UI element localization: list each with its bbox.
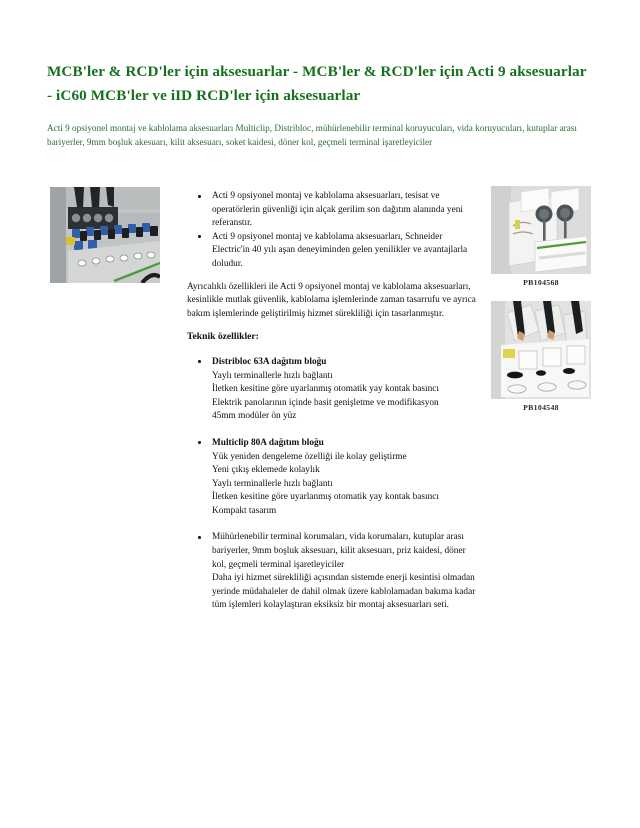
main-content-column <box>187 190 477 613</box>
intro-bullet-list <box>187 190 477 272</box>
figure-caption: PB104568 <box>523 278 559 287</box>
spec-line: Yaylı terminallerle hızlı bağlantı <box>212 478 333 489</box>
spacer <box>187 272 477 281</box>
acti9-accessory-photo-1 <box>491 186 591 274</box>
spec-line: Yük yeniden dengeleme özelliği ile kolay geliştirme <box>212 451 407 462</box>
list-item <box>187 437 477 519</box>
spec-line: Mühürlenebilir terminal korumaları, vida korumaları, kutuplar arası bariyerler, 9mm boşluk aksesuarı, kilit aksesuarı, priz kaidesi, döner kol, geçmeli terminal işaretleyiciler <box>212 532 466 570</box>
spec-line: 45mm modüler ön yüz <box>212 411 297 422</box>
figure-column <box>489 186 593 426</box>
spacer <box>187 321 477 330</box>
specs-heading: Teknik özellikler: <box>187 331 259 343</box>
accessory-photo-2-artwork <box>491 301 591 399</box>
spec-line: İletken kesitine göre uyarlanmış otomatik yay kontak basıncı <box>212 384 439 395</box>
spec-line: Yeni çıkış eklemede kolaylık <box>212 465 320 476</box>
bullet-dot-icon <box>198 195 201 198</box>
spacer <box>187 424 477 437</box>
list-item <box>187 190 477 231</box>
figure-caption: PB104548 <box>523 403 559 412</box>
page-title: MCB'ler & RCD'ler için aksesuarlar - MCB'ler & RCD'ler için Acti 9 aksesuarlar - iC60 MCB'ler ve iID RCD'ler için aksesuarlar <box>47 63 587 104</box>
panel-photo-artwork <box>50 187 160 283</box>
spec-line: İletken kesitine göre uyarlanmış otomatik yay kontak basıncı <box>212 492 439 503</box>
spec-line: Yaylı terminallerle hızlı bağlantı <box>212 370 333 381</box>
figure-pb104548 <box>489 301 593 414</box>
bullet-dot-icon <box>198 360 201 363</box>
intro-paragraph: Acti 9 opsiyonel montaj ve kablolama aksesuarları Multiclip, Distribloc, mühürlenebilir terminal koruyucuları, vida koruyucuları, kutuplar arası bariyerler, 9mm boşluk akesuarı, kilit aksesuarı, soket kaidesi, döner kol, geçmeli terminal işaretleyiciler <box>47 123 577 148</box>
bullet-dot-icon <box>198 235 201 238</box>
list-item-text: Acti 9 opsiyonel montaj ve kablolama aksesuarları, tesisat ve operatörlerin güvenliği için alçak gerilim son dağıtım alanında yeni referanstır. <box>212 191 463 229</box>
acti9-installed-panel-photo <box>50 187 160 283</box>
list-item-text: Acti 9 opsiyonel montaj ve kablolama aksesuarları, Schneider Electric'in 40 yılı aşan deneyiminden gelen yenilikler ve avantajlarla doludur. <box>212 231 468 269</box>
list-item <box>187 231 477 272</box>
spec-line: Elektrik panolarının içinde basit genişletme ve modifikasyon <box>212 397 439 408</box>
list-item <box>187 531 477 613</box>
bullet-dot-icon <box>198 536 201 539</box>
spec-title: Multiclip 80A dağıtım bloğu <box>212 437 324 448</box>
spacer <box>187 518 477 531</box>
lead-paragraph: Ayrıcalıklı özellikleri ile Acti 9 opsiyonel montaj ve kablolama aksesuarları, kesinlikle mutlak güvenlik, kablolama işlemlerinde zaman tasarrufu ve ayrıca bakım işlemlerinde geliştirilmiş hizmet sürekliliği için tasarlanmıştır. <box>187 281 476 319</box>
spec-bullet-list <box>187 356 477 613</box>
list-item <box>187 356 477 424</box>
bullet-dot-icon <box>198 441 201 444</box>
acti9-accessory-photo-2 <box>491 301 591 399</box>
figure-pb104568 <box>489 186 593 289</box>
spec-title: Distribloc 63A dağıtım bloğu <box>212 356 327 367</box>
spacer <box>187 344 477 356</box>
spec-line: Kompakt tasarım <box>212 505 277 516</box>
accessory-photo-1-artwork <box>491 186 591 274</box>
spec-line: Daha iyi hizmet sürekliliği açısından sistemde enerji kesintisi olmadan yerinde müdahaleler de dahil olmak üzere kablolamadan bakıma kadar tüm işlemleri kolaylaştıran eksiksiz bir montaj aksesuarları seti. <box>212 573 476 611</box>
